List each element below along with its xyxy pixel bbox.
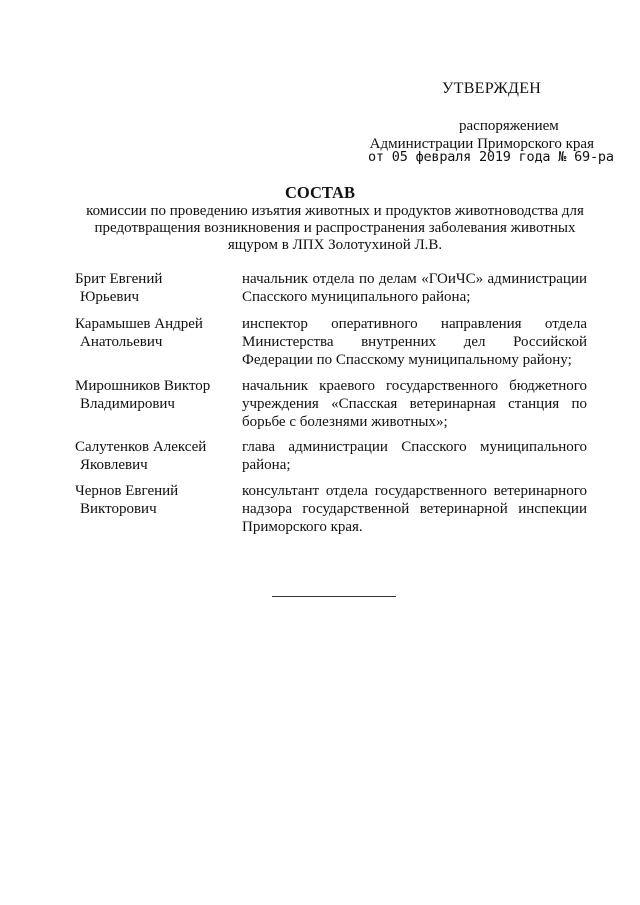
member-name — [75, 270, 225, 306]
member-patronymic: Владимирович — [80, 396, 175, 412]
member-name — [75, 438, 225, 474]
approval-heading: УТВЕРЖДЕН — [442, 80, 542, 97]
member-surname-name: Чернов Евгений — [75, 483, 179, 499]
order-date-number: от 05 февраля 2019 года № 69-ра — [368, 149, 614, 165]
member-patronymic: Яковлевич — [80, 457, 148, 473]
issuing-authority: Администрации Приморского края — [369, 136, 594, 152]
document-title: СОСТАВ — [285, 183, 355, 202]
member-role: инспектор оперативного направления отдела Министерства внутренних дел Российской Федерации по Спасскому муниципальному району; — [242, 316, 587, 368]
member-surname-name: Брит Евгений — [75, 271, 163, 287]
member-role: начальник краевого государственного бюджетного учреждения «Спасская ветеринарная станция по борьбе с болезнями животных»; — [242, 378, 587, 430]
member-role: начальник отдела по делам «ГОиЧС» администрации Спасского муниципального района; — [242, 271, 587, 305]
member-patronymic: Анатольевич — [80, 334, 163, 350]
order-label: распоряжением — [459, 118, 559, 134]
closing-divider-line — [272, 596, 396, 597]
member-surname-name: Мирошников Виктор — [75, 378, 211, 394]
subtitle-line: комиссии по проведению изъятия животных и продуктов животноводства для — [86, 203, 584, 219]
member-name — [75, 482, 225, 518]
member-surname-name: Карамышев Андрей — [75, 316, 203, 332]
subtitle-line: предотвращения возникновения и распространения заболевания животных — [94, 220, 576, 236]
member-name — [75, 315, 225, 351]
member-role: консультант отдела государственного ветеринарного надзора государственной ветеринарной инспекции Приморского края. — [242, 483, 587, 535]
member-name — [75, 377, 225, 413]
member-patronymic: Юрьевич — [80, 289, 140, 305]
member-surname-name: Салутенков Алексей — [75, 439, 207, 455]
subtitle-line: ящуром в ЛПХ Золотухиной Л.В. — [227, 237, 443, 253]
member-patronymic: Викторович — [80, 501, 157, 517]
member-role: глава администрации Спасского муниципального района; — [242, 439, 587, 473]
